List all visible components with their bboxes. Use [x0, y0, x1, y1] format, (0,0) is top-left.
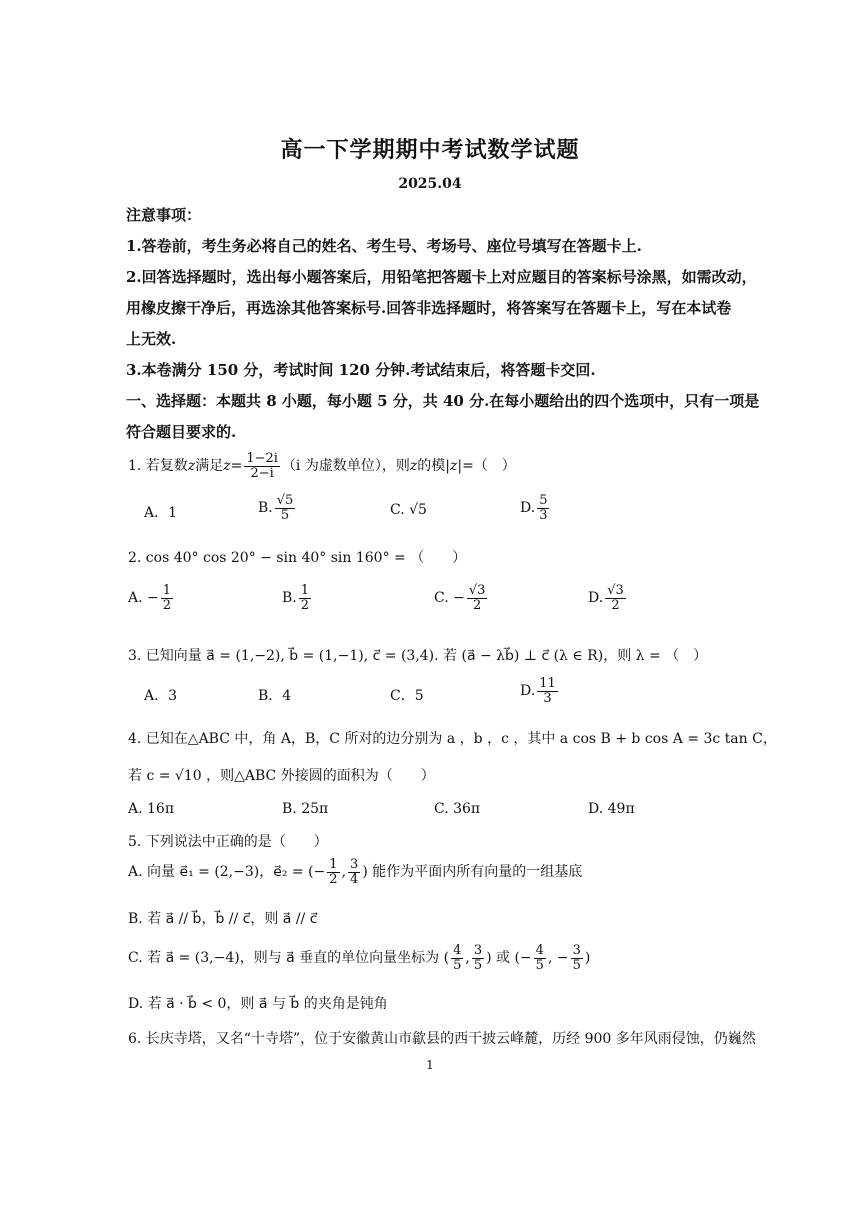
- question-5-option-a: A. 向量 e⃗₁ = (2,−3)，e⃗₂ = (− $\frac{1}{2}$ , $\frac{3}{4}$ ) 能作为平面内所有向量的一组基底: [128, 857, 583, 887]
- question-4-line-1: 4. 已知在△ABC 中，角 A，B，C 所对的边分别为 a ，b ，c ，其中 a cos B + b cos A = 3c tan C，: [128, 731, 777, 747]
- question-1-option-a: A．1: [144, 505, 178, 521]
- notice-item-2-line-2: 用橡皮擦干净后，再选涂其他答案标号.回答非选择题时，将答案写在答题卡上，写在本试卷: [126, 299, 732, 317]
- question-3-option-c: C．5: [390, 688, 424, 704]
- question-5-stem: 5. 下列说法中正确的是（ ）: [128, 834, 328, 850]
- question-5-option-b: B. 若 a⃗ // b⃗，b⃗ // c⃗，则 a⃗ // c⃗: [128, 911, 318, 927]
- page-title: 高一下学期期中考试数学试题: [280, 137, 580, 163]
- question-2-option-c: C. − $\frac{√3}{2}$: [434, 583, 486, 613]
- question-6-line-1: 6. 长庆寺塔，又名“十寺塔”，位于安徽黄山市歙县的西干披云峰麓，历经 900 多年风雨侵蚀，仍巍然: [128, 1031, 756, 1047]
- question-1-option-c: C. √5: [390, 502, 427, 518]
- notice-item-1: 1.答卷前，考生务必将自己的姓名、考生号、考场号、座位号填写在答题卡上.: [126, 237, 642, 255]
- question-4-option-c: C. 36π: [434, 801, 481, 817]
- question-2-option-a: A. − $\frac{1}{2}$: [128, 583, 172, 613]
- question-3-option-a: A．3: [144, 688, 178, 704]
- question-1-stem: 1. 若复数z满足z= $\frac{1-2i}{2-i}$ （i 为虚数单位），则z的模|z|=（ ）: [128, 451, 516, 481]
- exam-date: 2025.04: [398, 176, 462, 192]
- page-number: 1: [426, 1058, 434, 1072]
- notice-heading: 注意事项：: [126, 206, 202, 224]
- question-5-option-d: D. 若 a⃗ · b⃗ < 0，则 a⃗ 与 b⃗ 的夹角是钝角: [128, 996, 388, 1012]
- question-4-option-b: B. 25π: [282, 801, 329, 817]
- question-4-option-d: D. 49π: [588, 801, 635, 817]
- question-1-option-b: B. $\frac{√5}{5}$: [258, 493, 294, 523]
- notice-item-2-line-3: 上无效.: [126, 330, 177, 348]
- question-3-stem: 3. 已知向量 a⃗ = (1,−2), b⃗ = (1,−1), c⃗ = (3,4). 若 (a⃗ − λb⃗) ⊥ c⃗ (λ ∈ R)，则 λ = （ ）: [128, 648, 708, 664]
- question-1-option-d: D. $\frac{5}{3}$: [520, 493, 548, 523]
- question-2-option-b: B. $\frac{1}{2}$: [282, 583, 310, 613]
- notice-item-2-line-1: 2.回答选择题时，选出每小题答案后，用铅笔把答题卡上对应题目的答案标号涂黑，如需改动，: [126, 268, 757, 286]
- question-3-option-d: D. $\frac{11}{3}$: [520, 676, 556, 706]
- section-1-line-1: 一、选择题：本题共 8 小题，每小题 5 分，共 40 分.在每小题给出的四个选项中，只有一项是: [126, 392, 760, 410]
- notice-item-3: 3.本卷满分 150 分，考试时间 120 分钟.考试结束后，将答题卡交回.: [126, 361, 596, 379]
- question-3-option-b: B．4: [258, 688, 292, 704]
- question-4-option-a: A. 16π: [128, 801, 175, 817]
- question-2-stem: 2. cos 40° cos 20° − sin 40° sin 160° = （ ）: [128, 550, 467, 566]
- question-4-line-2: 若 c = √10 ，则△ABC 外接圆的面积为（ ）: [128, 768, 435, 784]
- q1-fraction: $\frac{1-2i}{2-i}$: [246, 451, 278, 481]
- section-1-line-2: 符合题目要求的.: [126, 423, 237, 441]
- question-2-option-d: D. $\frac{√3}{2}$: [588, 583, 624, 613]
- question-5-option-c: C. 若 a⃗ = (3,−4)，则与 a⃗ 垂直的单位向量坐标为 ( $\frac{4}{5}$ , $\frac{3}{5}$ ) 或 (− $\frac{4}{5}$ , − $\frac{3}{5}$ ): [128, 943, 591, 973]
